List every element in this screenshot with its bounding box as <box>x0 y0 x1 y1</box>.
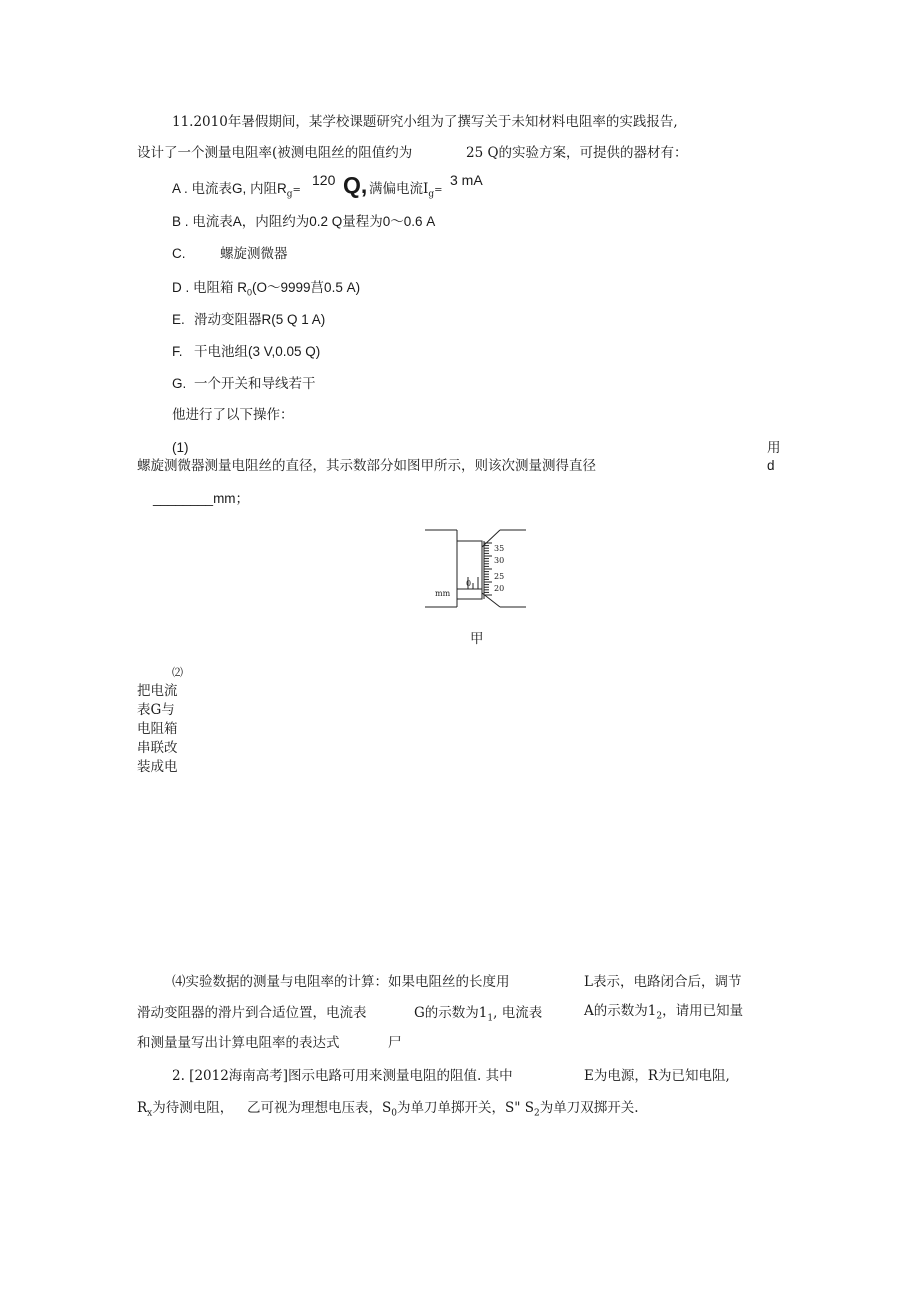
q2-rx-desc: 为待测电阻， <box>152 1100 234 1116</box>
option-f-label: F. <box>172 344 183 359</box>
tick-label-20: 20 <box>494 584 505 593</box>
part4-a-sub: 2 <box>656 1011 663 1022</box>
part2-line: 串联改 <box>137 740 178 756</box>
option-d <box>172 279 360 302</box>
option-a-current-value: 3 mA <box>450 172 483 188</box>
figure-caption: 甲 <box>470 631 484 647</box>
q2-s0-sub: 0 <box>391 1108 397 1119</box>
option-e-text: 滑动变阻器R(5 Q 1 A) <box>194 312 326 327</box>
option-a-sub1: g <box>286 189 293 200</box>
option-d-range: (O～9999莒0.5 A) <box>252 280 361 295</box>
option-c-label: C. <box>172 246 186 261</box>
q2-line1b: E为电源，R为已知电阻, <box>584 1068 730 1084</box>
part2-line: 把电流 <box>137 683 178 699</box>
part2-line: 电阻箱 <box>137 721 178 737</box>
option-c-text: 螺旋测微器 <box>220 246 288 262</box>
part4-ammeter: , 电流表 <box>493 1005 543 1021</box>
option-a-eq2: = <box>434 185 443 196</box>
tick-label-35: 35 <box>494 544 505 553</box>
part4-line2c <box>584 1002 743 1026</box>
option-b: B . 电流表A，内阻约为0.2 Q量程为0～0.6 A <box>172 214 436 229</box>
micrometer-figure <box>420 525 532 617</box>
q2-rx-sub: x <box>147 1108 153 1119</box>
q2-voltmeter: 乙可视为理想电压表，S <box>247 1100 392 1116</box>
q2-rx: R <box>137 1100 148 1116</box>
part4-line3a: 和测量量写出计算电阻率的表达式 <box>137 1035 340 1051</box>
part2-line: 表G与 <box>137 702 175 718</box>
operations-intro: 他进行了以下操作： <box>172 407 294 423</box>
option-a-eq1: = <box>292 185 301 196</box>
part4-line1b: L表示，电路闭合后，调节 <box>584 974 742 990</box>
q2-line2b <box>247 1099 639 1123</box>
tick-label-30: 30 <box>494 556 505 565</box>
part4-line2a: 滑动变阻器的滑片到合适位置，电流表 <box>137 1005 367 1021</box>
part2-number: ⑵ <box>172 666 183 679</box>
option-f-text: 干电池组(3 V,0.05 Q) <box>194 344 321 359</box>
q2-s2-sub: 2 <box>533 1108 540 1119</box>
part4-g-reading: G的示数为1 <box>414 1005 488 1021</box>
q11-line1: 11.2010年暑假期间，某学校课题研究小组为了撰写关于未知材料电阻率的实践报告, <box>172 114 678 130</box>
q11-line2a: 设计了一个测量电阻率(被测电阻丝的阻值约为 <box>137 145 413 161</box>
q2-line2a <box>137 1099 233 1123</box>
option-a-sub2: g <box>428 189 435 200</box>
part1-right-char: 用 <box>767 440 781 456</box>
option-g-text: 一个开关和导线若干 <box>194 376 316 392</box>
part4-g-sub: 1 <box>487 1013 494 1024</box>
part1-number: (1) <box>172 440 189 455</box>
option-a-fullscale <box>369 180 443 204</box>
part4-line1a: ⑷实验数据的测量与电阻率的计算：如果电阻丝的长度用 <box>172 974 510 990</box>
q2-line1a: 2. [2012海南高考]图示电路可用来测量电阻的阻值. 其中 <box>172 1068 513 1084</box>
tick-label-25: 25 <box>494 572 505 581</box>
sleeve-zero-label: 0 <box>466 579 472 588</box>
option-d-sub: 0 <box>247 287 253 298</box>
thimble-ticks <box>484 543 492 595</box>
part4-line2b <box>414 1004 542 1028</box>
option-a <box>172 180 301 204</box>
q2-switch-type: 为单刀双掷开关. <box>539 1100 639 1116</box>
option-e-label: E. <box>172 312 185 327</box>
part4-line3b: 尸 <box>388 1035 402 1051</box>
part4-a-reading: A的示数为1 <box>584 1003 657 1019</box>
part1-answer-blank: ________mm； <box>153 491 250 506</box>
q2-switch-desc: 为单刀单掷开关，S" S <box>396 1100 534 1116</box>
option-a-resistance-value: 120 <box>312 172 336 188</box>
part1-text: 螺旋测微器测量电阻丝的直径，其示数部分如图甲所示，则该次测量测得直径 <box>137 458 596 474</box>
option-a-fullscale-label: 满偏电流I <box>369 181 429 197</box>
part2-line: 装成电 <box>137 759 178 775</box>
unit-label: mm <box>435 589 451 598</box>
part1-diameter-symbol: d <box>767 458 775 473</box>
option-g-label: G. <box>172 376 187 391</box>
part2-text-column <box>137 682 187 777</box>
q11-line2b: 25 Q的实验方案，可提供的器材有： <box>466 145 688 161</box>
option-a-prefix: A . 电流表G, 内阻R <box>172 181 287 196</box>
sleeve <box>457 541 482 599</box>
option-a-omega: Q, <box>343 172 368 198</box>
part4-known: ，请用已知量 <box>662 1003 744 1019</box>
option-d-prefix: D . 电阻箱 R <box>172 280 248 295</box>
